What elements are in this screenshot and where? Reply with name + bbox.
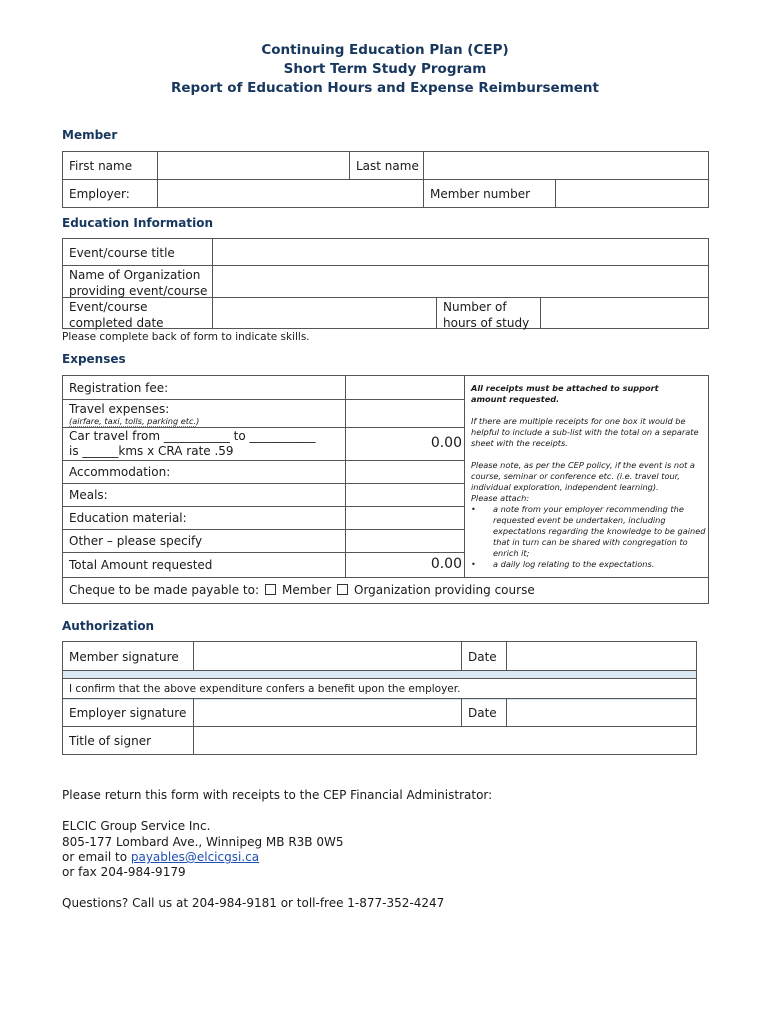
payable-member-option[interactable]: Member — [265, 582, 331, 598]
bullet1-line5: enrich it; — [493, 548, 530, 558]
fax-line: or fax 204-984-9179 — [62, 865, 186, 879]
receipts-note-line2: amount requested. — [471, 394, 560, 404]
return-instructions: Please return this form with receipts to the CEP Financial Administrator: — [62, 788, 493, 802]
car-travel-label-line2: is ______kms x CRA rate .59 — [69, 444, 234, 458]
member-signature-field[interactable] — [194, 642, 460, 669]
member-checkbox[interactable] — [265, 584, 276, 595]
other-field[interactable] — [346, 530, 463, 551]
registration-fee-field[interactable] — [346, 376, 463, 398]
policy-note-line2: course, seminar or conference etc. (i.e. travel tour, — [471, 471, 680, 481]
last-name-field[interactable] — [424, 152, 708, 178]
company-address: 805-177 Lombard Ave., Winnipeg MB R3B 0W5 — [62, 835, 344, 849]
employer-label: Employer: — [69, 187, 130, 201]
email-line: or email to payables@elcicgsi.ca — [62, 850, 260, 864]
title-of-signer-label: Title of signer — [69, 734, 152, 748]
education-heading: Education Information — [62, 216, 213, 230]
multiple-receipts-line3: sheet with the receipts. — [471, 438, 568, 448]
bullet1-line4: that in turn can be shared with congregation to — [493, 537, 688, 547]
policy-note-line3: individual exploration, independent learning). — [471, 482, 659, 492]
employer-signature-label: Employer signature — [69, 706, 187, 720]
total-amount: 0.00 — [430, 556, 462, 572]
total-label: Total Amount requested — [69, 558, 213, 572]
car-travel-label-line1: Car travel from ___________ to ___________ — [69, 429, 316, 443]
travel-expenses-field[interactable] — [346, 400, 463, 426]
employer-date-label: Date — [468, 706, 497, 720]
meals-field[interactable] — [346, 484, 463, 505]
company-name: ELCIC Group Service Inc. — [62, 819, 211, 833]
organization-checkbox[interactable] — [337, 584, 348, 595]
employer-date-field[interactable] — [507, 699, 696, 725]
organization-label-line2: providing event/course — [69, 284, 208, 298]
travel-expenses-label: Travel expenses: — [69, 402, 170, 416]
confirmation-statement: I confirm that the above expenditure confers a benefit upon the employer. — [69, 683, 461, 695]
completed-date-field[interactable] — [213, 298, 435, 328]
hours-field[interactable] — [541, 298, 708, 328]
completed-date-label-line2: completed date — [69, 316, 164, 330]
bullet2: a daily log relating to the expectations. — [493, 559, 655, 569]
bullet-icon: • — [471, 504, 476, 514]
email-link[interactable]: payables@elcicgsi.ca — [130, 850, 260, 864]
accommodation-label: Accommodation: — [69, 465, 171, 479]
questions-line: Questions? Call us at 204-984-9181 or toll-free 1-877-352-4247 — [62, 896, 445, 910]
form-heading: Report of Education Hours and Expense Reimbursement — [171, 80, 599, 96]
other-label: Other – please specify — [69, 534, 203, 548]
education-material-field[interactable] — [346, 507, 463, 528]
organization-field[interactable] — [213, 266, 708, 296]
meals-label: Meals: — [69, 488, 108, 502]
organization-label-line1: Name of Organization — [69, 268, 201, 282]
payable-organization-option[interactable]: Organization providing course — [337, 582, 535, 598]
employer-signature-field[interactable] — [194, 699, 460, 725]
first-name-field[interactable] — [158, 152, 348, 178]
member-number-label: Member number — [430, 187, 531, 201]
hours-label-line1: Number of — [443, 300, 507, 314]
member-signature-label: Member signature — [69, 650, 179, 664]
completed-date-label-line1: Event/course — [69, 300, 148, 314]
first-name-label: First name — [69, 159, 133, 173]
travel-expenses-note: (airfare, taxi, tolls, parking etc.) — [69, 416, 200, 426]
last-name-label: Last name — [356, 159, 419, 173]
form-subtitle: Short Term Study Program — [283, 61, 487, 77]
form-title: Continuing Education Plan (CEP) — [261, 42, 509, 58]
receipts-note-line1: All receipts must be attached to support — [471, 383, 659, 393]
policy-note-line1: Please note, as per the CEP policy, if the event is not a — [471, 460, 695, 470]
bullet-icon: • — [471, 559, 476, 569]
multiple-receipts-line2: helpful to include a sub-list with the total on a separate — [471, 427, 699, 437]
bullet1-line3: expectations regarding the knowledge to be gained — [493, 526, 706, 536]
member-heading: Member — [62, 128, 118, 142]
skills-note: Please complete back of form to indicate skills. — [62, 331, 310, 343]
bullet1-line1: a note from your employer recommending the — [493, 504, 684, 514]
employer-field[interactable] — [158, 180, 422, 207]
member-date-field[interactable] — [507, 642, 696, 669]
registration-fee-label: Registration fee: — [69, 381, 169, 395]
title-of-signer-field[interactable] — [194, 727, 696, 754]
hours-label-line2: hours of study — [443, 316, 530, 330]
education-material-label: Education material: — [69, 511, 187, 525]
policy-note-line4: Please attach: — [471, 493, 530, 503]
cheque-label: Cheque to be made payable to: — [69, 583, 259, 597]
multiple-receipts-line1: If there are multiple receipts for one box it would be — [471, 416, 686, 426]
accommodation-field[interactable] — [346, 461, 463, 482]
authorization-heading: Authorization — [62, 619, 155, 633]
member-date-label: Date — [468, 650, 497, 664]
bullet1-line2: requested event be undertaken, including — [493, 515, 666, 525]
event-title-field[interactable] — [213, 239, 708, 264]
event-title-label: Event/course title — [69, 246, 175, 260]
expenses-heading: Expenses — [62, 352, 126, 366]
member-number-field[interactable] — [556, 180, 708, 207]
car-travel-amount[interactable]: 0.00 — [430, 435, 462, 451]
